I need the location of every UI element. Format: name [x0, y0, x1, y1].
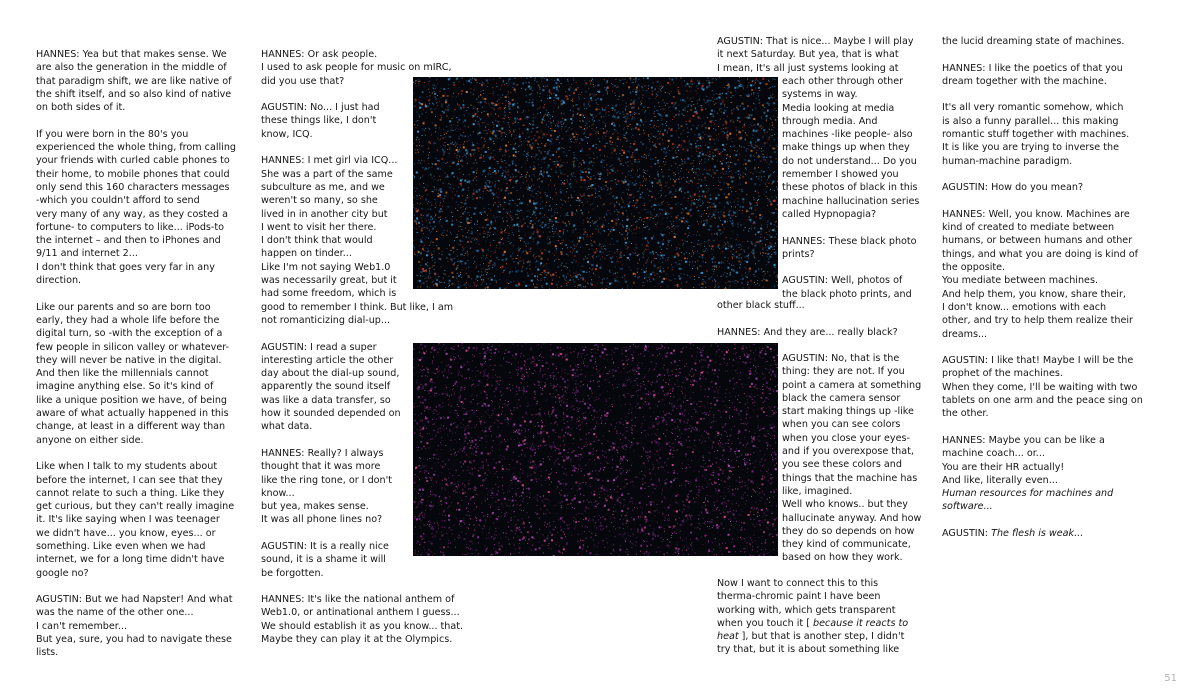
paragraph: other black stuff... — [717, 300, 805, 311]
paragraph: AGUSTIN: That is nice... Maybe I will play it next Saturday. But yea, that is what I mean, It's all just systems looking at — [717, 36, 914, 74]
noise-image-bottom — [413, 343, 778, 556]
paragraph: AGUSTIN: I like that! Maybe I will be the prophet of the machines. When they come, I'll be waiting with two tablets on one arm and the peace sing on the other. — [942, 355, 1143, 420]
text-column-3e — [717, 577, 937, 657]
paragraph: each other through other systems in way. Media looking at media through media. And machines -like people- also make things up when they do not understand... Do you remember I showed you these photos of black in this machine hallucination series called Hypnopagia? — [782, 76, 920, 220]
text-column-3d — [782, 352, 932, 565]
sensor-noise-image-purple — [413, 343, 778, 556]
paragraph: AGUSTIN: I read a super interesting article the other day about the dial-up sound, apparently the sound itself was like a data transfer, so how it sounded depended on what data. — [261, 341, 401, 433]
paragraph: HANNES: These black photo prints? — [782, 235, 917, 260]
text-span: Now I want to connect this to this therma-chromic paint I have been working with, which gets transparent when you touch it [ — [717, 578, 896, 629]
paragraph: If you were born in the 80's you experienced the whole thing, from calling your friends with curled cable phones to their home, to mobile phones that could only send this 160 characters messages -which you couldn't afford to send very many of any way, as they costed a fortune- to computers to like... iPods-to the internet – and then to iPhones and 9/11 and internet 2... I don't think that goes very far in any direction. — [36, 128, 236, 287]
paragraph — [942, 487, 1172, 514]
paragraph: Like when I talk to my students about before the internet, I can see that they cannot relate to such a thing. Like they get curious, but they can't really imagine it. It's like saying when I was teenager we didn't have... you know, eyes... or something. Like even when we had internet, we for a long time didn't have google no? — [36, 461, 235, 579]
text-span: HANNES: Maybe you can be like a machine coach... or... You are their HR actually! And like, literally even... — [942, 434, 1105, 486]
page-number: 51 — [1164, 672, 1177, 684]
paragraph: Like our parents and so are born too early, they had a whole life before the digital turn, so -with the exception of a few people in silicon valley or whatever- they will never be native in the digital. And then like the millennials cannot imagine anything else. So it's kind of like a unique position we have, of being aware of what actually happened in this change, at least in a different way than anyone on either side. — [36, 301, 230, 446]
noise-image-top — [413, 77, 778, 289]
paragraph: AGUSTIN: It is a really nice sound, it is a shame it will be forgotten. — [261, 540, 389, 579]
paragraph: HANNES: Really? I always thought that it was more like the ring tone, or I don't know... but yea, makes sense. It was all phone lines no? — [261, 447, 393, 526]
paragraph: HANNES: It's like the national anthem of Web1.0, or antinational anthem I guess... We should establish it as you know... that. Maybe they can play it at the Olympics. — [261, 594, 464, 646]
paragraph: AGUSTIN: No, that is the thing: they are not. If you point a camera at something black the camera sensor start making things up -like when you can see colors when you close your eyes- and if you overexpose that, you see these colors and things that the machine has like, imagined. Well who knows.. but they hallucinate anyway. And how they do so depends on how they kind of communicate, based on how they work. — [782, 353, 922, 564]
paragraph: HANNES: Well, you know. Machines are kind of created to mediate between humans, or between humans and other things, and what you are doing is kind of the opposite. You mediate between machines. And help them, you know, share their, I don't know... emotions with each other, and try to help them realize their dreams... — [942, 208, 1138, 340]
paragraph: HANNES: Or ask people. I used to ask people for music on mIRC, did you use that? — [261, 49, 452, 87]
paragraph: the lucid dreaming state of machines. — [942, 36, 1125, 47]
paragraph: HANNES: And they are... really black? — [717, 326, 898, 338]
paragraph — [942, 527, 1172, 540]
paragraph — [942, 434, 1172, 487]
text-column-1 — [36, 48, 254, 660]
paragraph: HANNES: I met girl via ICQ... She was a part of the same subculture as me, and we weren't so many, so she lived in in another city but I went to visit her there. I don't think that would happen on tinder... Like I'm not saying Web1.0 was necessarily great, but it had some freedom, which is good to remember I think. But like, I am not romanticizing dial-up... — [261, 155, 454, 326]
paragraph: HANNES: Yea but that makes sense. We are also the generation in the middle of that paradigm shift, we are like native of the shift itself, and so also kind of native on both sides of it. — [36, 49, 232, 114]
text-span: ], but that is another step, I didn't try that, but it is about something like — [717, 631, 905, 656]
text-column-3b — [782, 75, 932, 301]
paragraph: HANNES: I like the poetics of that you dream together with the machine. — [942, 62, 1123, 87]
paragraph — [717, 577, 937, 657]
text-column-3a — [717, 35, 937, 75]
paragraph: AGUSTIN: But we had Napster! And what was the name of the other one... I can't remember... But yea, sure, you had to navigate these lists. — [36, 594, 233, 659]
text-column-3c — [717, 299, 937, 339]
italic-text: Human resources for machines and software... — [942, 488, 1114, 513]
text-span: AGUSTIN: — [942, 527, 992, 539]
paragraph: AGUSTIN: Well, photos of the black photo prints, and — [782, 275, 912, 300]
italic-text: The flesh is weak... — [991, 527, 1084, 539]
italic-text: because it reacts to heat — [717, 617, 909, 643]
paragraph: It's all very romantic somehow, which is also a funny parallel... this making romantic stuff together with machines. It is like you are trying to inverse the human-machine paradigm. — [942, 102, 1130, 167]
text-column-4 — [942, 35, 1172, 540]
paragraph: AGUSTIN: No... I just had these things like, I don't know, ICQ. — [261, 102, 380, 140]
sensor-noise-image-blue-orange — [413, 77, 778, 289]
paragraph: AGUSTIN: How do you mean? — [942, 182, 1084, 194]
